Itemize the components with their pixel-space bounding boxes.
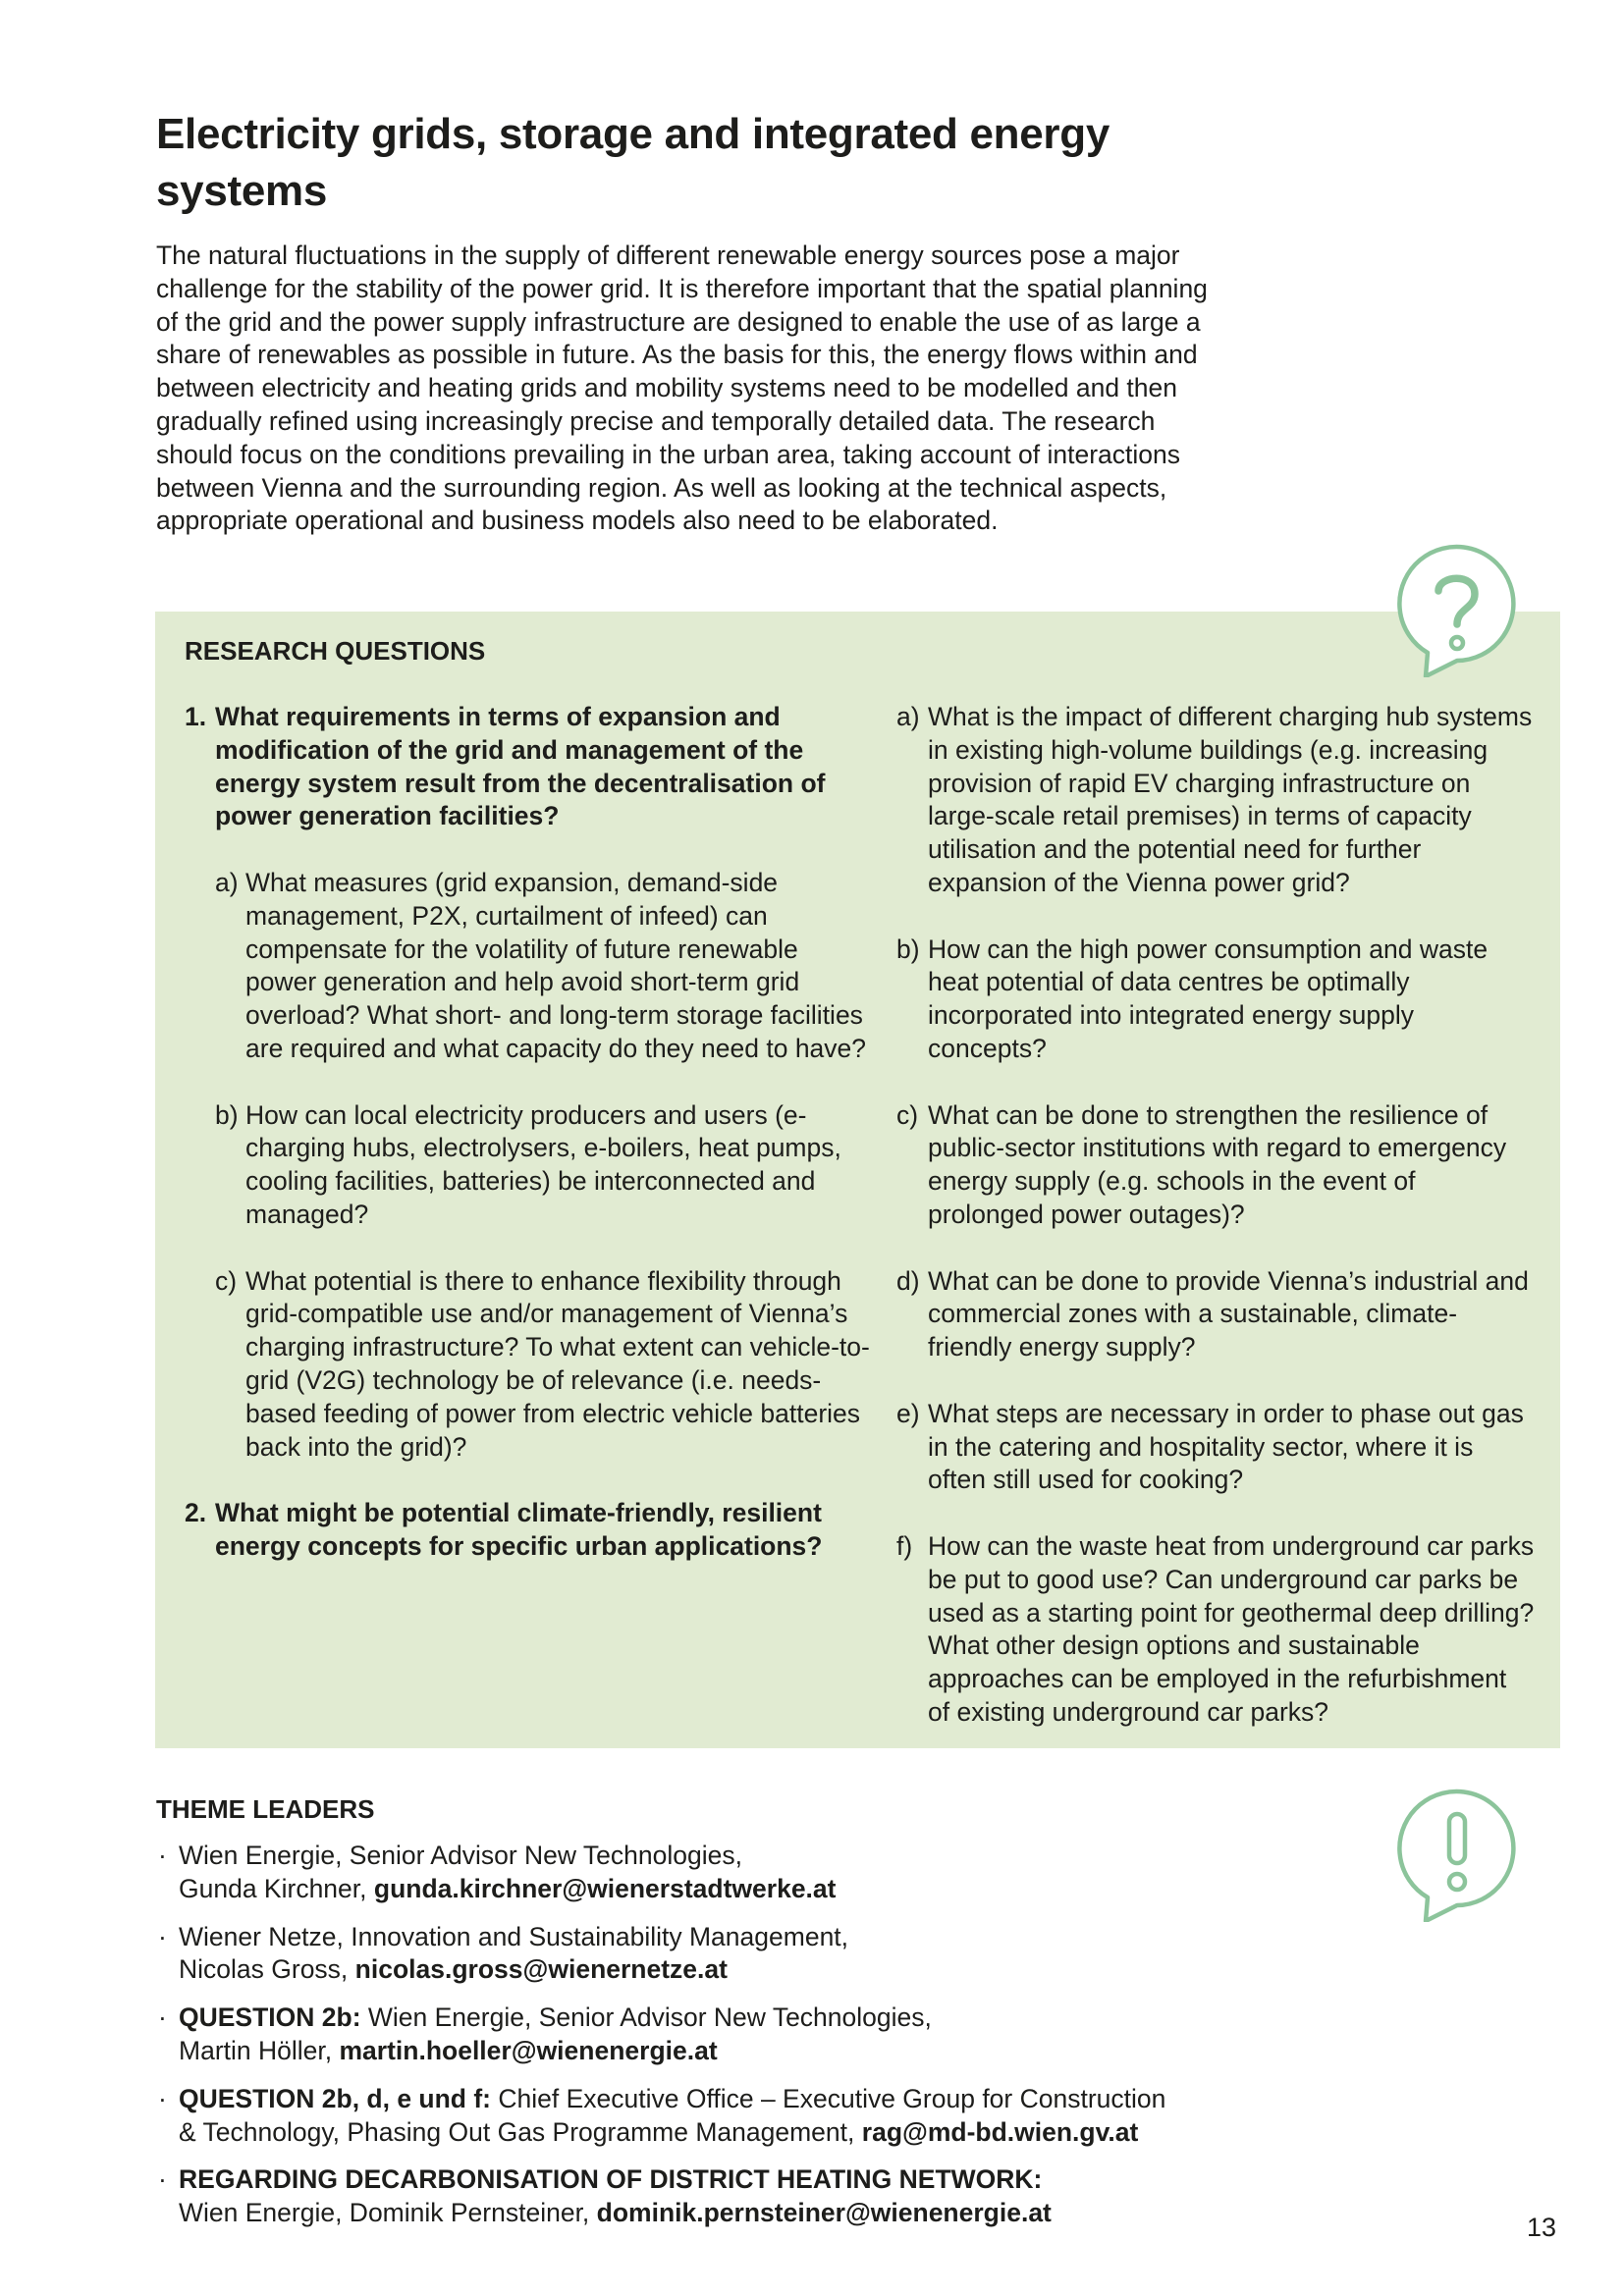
research-questions-heading: RESEARCH QUESTIONS xyxy=(185,636,486,666)
theme-leaders-list xyxy=(156,1840,1285,2245)
question-2b xyxy=(896,934,1535,1066)
leader-prefix: QUESTION 2b, d, e und f: xyxy=(179,2083,491,2113)
sub-question-label: c) xyxy=(215,1265,238,1296)
leader-email-link[interactable]: dominik.pernsteiner@wienenergie.at xyxy=(596,2198,1052,2228)
page-number: 13 xyxy=(1527,2213,1557,2242)
sub-question-label: b) xyxy=(215,1099,239,1130)
sub-question-text: How can the high power consumption and waste heat potential of data centres be optimally incorporated into integrated energy supply concepts? xyxy=(928,934,1489,1063)
sub-question-label: c) xyxy=(896,1099,919,1130)
sub-question-text: What is the impact of different charging hub systems in existing high-volume buildings (e.g. increasing provision of rapid EV charging infrastructure on large-scale retail premises) in terms of capacity utilisation and the potential need for further expansion of the Vienna power grid? xyxy=(928,702,1533,897)
research-questions-left-column xyxy=(185,701,872,1597)
theme-leader-item xyxy=(156,2002,1285,2068)
sub-question-label: d) xyxy=(896,1265,920,1296)
sub-question-label: e) xyxy=(896,1398,920,1428)
question-text: What requirements in terms of expansion and modification of the grid and management of the energy system result from the decentralisation of power generation facilities? xyxy=(215,702,826,831)
leader-email-link[interactable]: rag@md-bd.wien.gv.at xyxy=(861,2116,1139,2147)
research-questions-right-column xyxy=(896,701,1535,1763)
theme-leader-item xyxy=(156,1921,1285,1988)
leader-prefix: QUESTION 2b: xyxy=(179,2002,361,2033)
sub-question-label: a) xyxy=(896,702,920,731)
sub-question-text: What steps are necessary in order to phase out gas in the catering and hospitality sector, where it is often still used for cooking? xyxy=(928,1398,1524,1495)
leader-org: Wien Energie, Senior Advisor New Technologies, xyxy=(179,1841,742,1870)
question-2a xyxy=(896,701,1535,900)
question-speech-bubble-icon xyxy=(1392,540,1520,677)
exclamation-speech-bubble-icon xyxy=(1392,1785,1520,1922)
leader-person: Wien Energie, Dominik Pernsteiner, xyxy=(179,2198,590,2228)
question-2e xyxy=(896,1398,1535,1497)
leader-person: Nicolas Gross, xyxy=(179,1954,349,1985)
intro-paragraph: The natural fluctuations in the supply of different renewable energy sources pose a major challenge for the stability of the power grid. It is therefore important that the spatial planning of the grid and the power supply infrastructure are designed to enable the use of as large a share of renewables as possible in future. As the basis for this, the energy flows within and between electricity and heating grids and mobility systems need to be modelled and then gradually refined using increasingly precise and temporally detailed data. The research should focus on the conditions prevailing in the urban area, taking account of interactions between Vienna and the surrounding region. As well as looking at the technical aspects, appropriate operational and business models also need to be elaborated. xyxy=(156,240,1208,536)
question-text: What might be potential climate-friendly, resilient energy concepts for specific urban applications? xyxy=(215,1498,823,1561)
bullet: · xyxy=(158,2164,167,2195)
sub-question-text: How can the waste heat from underground car parks be put to good use? Can underground car parks be used as a starting point for geothermal deep drilling? What other design options and sustainable approaches can be employed in the refurbishment of existing underground car parks? xyxy=(928,1530,1535,1727)
leader-email-link[interactable]: nicolas.gross@wienernetze.at xyxy=(354,1954,728,1985)
leader-org: Chief Executive Office – Executive Group for Construction xyxy=(498,2083,1166,2113)
theme-leaders-heading: THEME LEADERS xyxy=(156,1794,375,1824)
leader-prefix: REGARDING DECARBONISATION OF DISTRICT HEATING NETWORK: xyxy=(179,2164,1043,2195)
leader-org: Wiener Netze, Innovation and Sustainability Management, xyxy=(179,1921,849,1951)
sub-question-text: What potential is there to enhance flexibility through grid-compatible use and/or management of Vienna’s charging infrastructure? To what extent can vehicle-to-grid (V2G) technology be of relevance (i.e. needs-based feeding of power from electric vehicle batteries back into the grid)? xyxy=(245,1265,870,1462)
question-2c xyxy=(896,1099,1535,1232)
bullet: · xyxy=(158,2002,167,2033)
bullet: · xyxy=(158,2083,167,2113)
sub-question-label: b) xyxy=(896,934,920,964)
question-2 xyxy=(185,1497,872,1564)
theme-leader-item xyxy=(156,1840,1285,1906)
bullet: · xyxy=(158,1921,167,1951)
sub-question-label: a) xyxy=(215,867,239,897)
leader-org: Wien Energie, Senior Advisor New Technologies, xyxy=(367,2002,932,2033)
question-1 xyxy=(185,701,872,833)
leader-person: Gunda Kirchner, xyxy=(179,1873,367,1903)
sub-question-text: What can be done to strengthen the resilience of public-sector institutions with regard to emergency energy supply (e.g. schools in the event of prolonged power outages)? xyxy=(928,1099,1507,1229)
question-1c xyxy=(185,1265,872,1465)
sub-question-text: What measures (grid expansion, demand-side management, P2X, curtailment of infeed) can compensate for the volatility of future renewable power generation and help avoid short-term grid overload? What short- and long-term storage facilities are required and what capacity do they need to have? xyxy=(245,867,867,1063)
leader-person: Martin Höller, xyxy=(179,2035,333,2065)
sub-question-label: f) xyxy=(896,1530,913,1561)
question-2f xyxy=(896,1530,1535,1730)
page-title: Electricity grids, storage and integrated energy systems xyxy=(156,110,1110,215)
leader-person: & Technology, Phasing Out Gas Programme Management, xyxy=(179,2116,855,2147)
leader-email-link[interactable]: gunda.kirchner@wienerstadtwerke.at xyxy=(373,1873,837,1903)
bullet: · xyxy=(158,1841,167,1870)
theme-leader-item xyxy=(156,2163,1285,2230)
question-2d xyxy=(896,1265,1535,1364)
sub-question-text: What can be done to provide Vienna’s industrial and commercial zones with a sustainable, climate-friendly energy supply? xyxy=(928,1265,1529,1362)
question-1b xyxy=(185,1099,872,1232)
question-number: 1. xyxy=(185,702,207,731)
leader-email-link[interactable]: martin.hoeller@wienenergie.at xyxy=(339,2035,718,2065)
sub-question-text: How can local electricity producers and users (e-charging hubs, electrolysers, e-boilers, heat pumps, cooling facilities, batteries) be interconnected and managed? xyxy=(245,1099,841,1229)
question-1a xyxy=(185,867,872,1066)
theme-leader-item xyxy=(156,2083,1285,2150)
question-number: 2. xyxy=(185,1498,207,1528)
